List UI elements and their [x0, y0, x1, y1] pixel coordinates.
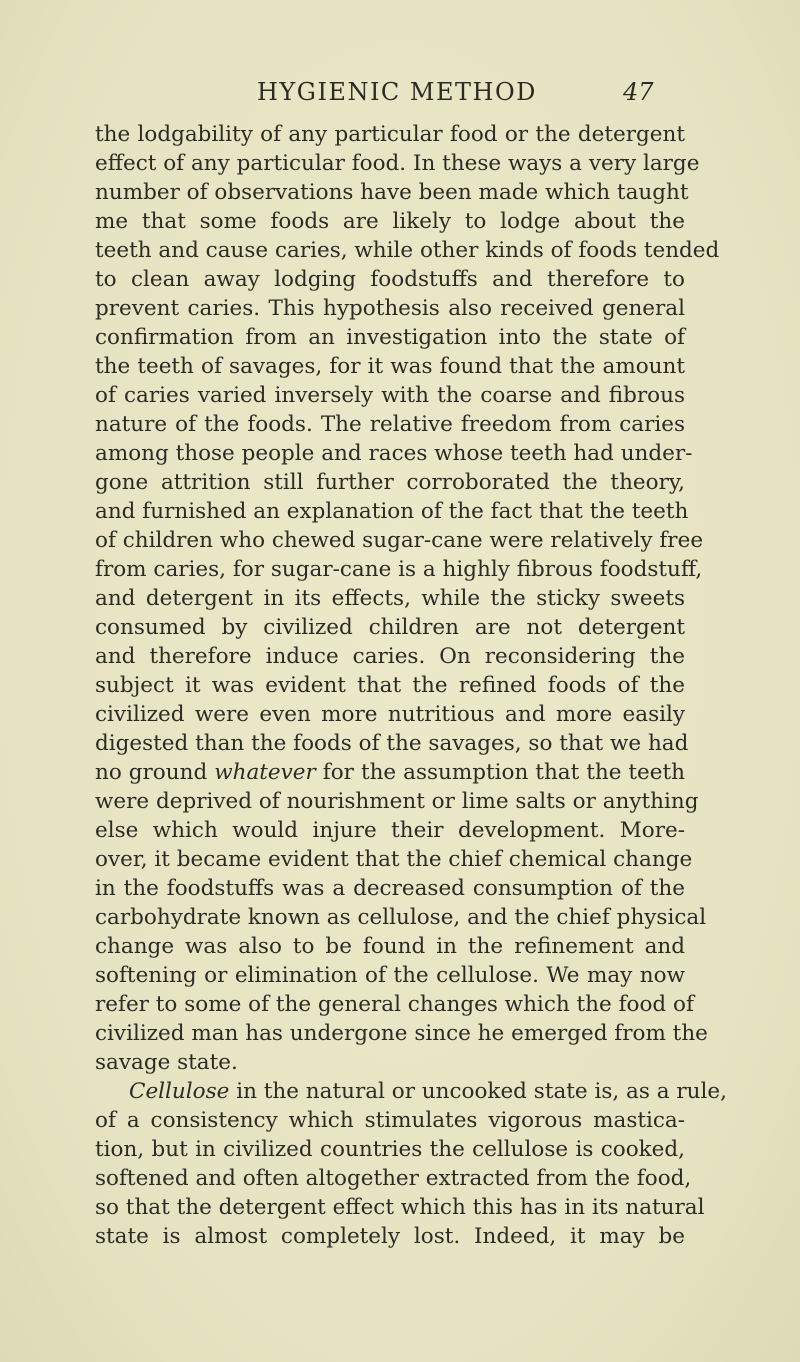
text-line: civilized man has undergone since he emerged from the	[95, 1021, 708, 1046]
text-line: consumed by civilized children are not detergent	[95, 615, 685, 640]
text-line: prevent caries. This hypothesis also received general	[95, 296, 685, 321]
text-line: from caries, for sugar-cane is a highly fibrous foodstuff,	[95, 557, 703, 582]
line-text-before: no ground	[95, 760, 215, 785]
body-text	[95, 120, 727, 1251]
text-line: among those people and races whose teeth had under-	[95, 441, 693, 466]
text-line: were deprived of nourishment or lime salts or anything	[95, 789, 699, 814]
text-line: the lodgability of any particular food or the detergent	[95, 122, 685, 147]
text-line: digested than the foods of the savages, so that we had	[95, 731, 689, 756]
text-line: confirmation from an investigation into the state of	[95, 325, 685, 350]
line-text-after: for the assumption that the teeth	[315, 760, 685, 785]
text-line: me that some foods are likely to lodge about the	[95, 209, 685, 234]
line-text-after: in the natural or uncooked state is, as a rule,	[229, 1079, 727, 1104]
text-line: refer to some of the general changes which the food of	[95, 992, 694, 1017]
text-line: teeth and cause caries, while other kinds of foods tended	[95, 238, 720, 263]
paragraph-end-line: savage state.	[95, 1050, 238, 1075]
text-line: effect of any particular food. In these ways a very large	[95, 151, 700, 176]
text-line: carbohydrate known as cellulose, and the chief physical	[95, 905, 707, 930]
text-line: number of observations have been made which taught	[95, 180, 689, 205]
text-line: and therefore induce caries. On reconsidering the	[95, 644, 685, 669]
text-line: tion, but in civilized countries the cellulose is cooked,	[95, 1137, 685, 1162]
text-line: civilized were even more nutritious and more easily	[95, 702, 685, 727]
text-line: so that the detergent effect which this has in its natural	[95, 1195, 705, 1220]
text-line: state is almost completely lost. Indeed, it may be	[95, 1224, 685, 1249]
text-line: of caries varied inversely with the coarse and fibrous	[95, 383, 685, 408]
text-line: over, it became evident that the chief chemical change	[95, 847, 693, 872]
text-line: subject it was evident that the refined foods of the	[95, 673, 685, 698]
running-head	[0, 74, 800, 110]
text-line: of a consistency which stimulates vigorous mastica-	[95, 1108, 685, 1133]
text-line: softening or elimination of the cellulose. We may now	[95, 963, 685, 988]
emphasis-whatever: whatever	[214, 760, 316, 785]
text-line: else which would injure their development. More-	[95, 818, 685, 843]
text-line: the teeth of savages, for it was found that the amount	[95, 354, 685, 379]
text-line: gone attrition still further corroborated the theory,	[95, 470, 685, 495]
page-number: 47	[623, 78, 654, 106]
text-line: nature of the foods. The relative freedom from caries	[95, 412, 685, 437]
text-line: of children who chewed sugar-cane were relatively free	[95, 528, 704, 553]
running-title: HYGIENIC METHOD	[257, 78, 537, 106]
text-line: change was also to be found in the refinement and	[95, 934, 685, 959]
text-line: and detergent in its effects, while the sticky sweets	[95, 586, 685, 611]
text-line: to clean away lodging foodstuffs and therefore to	[95, 267, 685, 292]
text-line: in the foodstuffs was a decreased consumption of the	[95, 876, 685, 901]
text-line: and furnished an explanation of the fact that the teeth	[95, 499, 689, 524]
emphasis-cellulose: Cellulose	[129, 1079, 230, 1104]
text-line-with-emphasis	[95, 758, 685, 787]
text-line: softened and often altogether extracted from the food,	[95, 1166, 692, 1191]
paragraph-start-line	[95, 1077, 727, 1106]
